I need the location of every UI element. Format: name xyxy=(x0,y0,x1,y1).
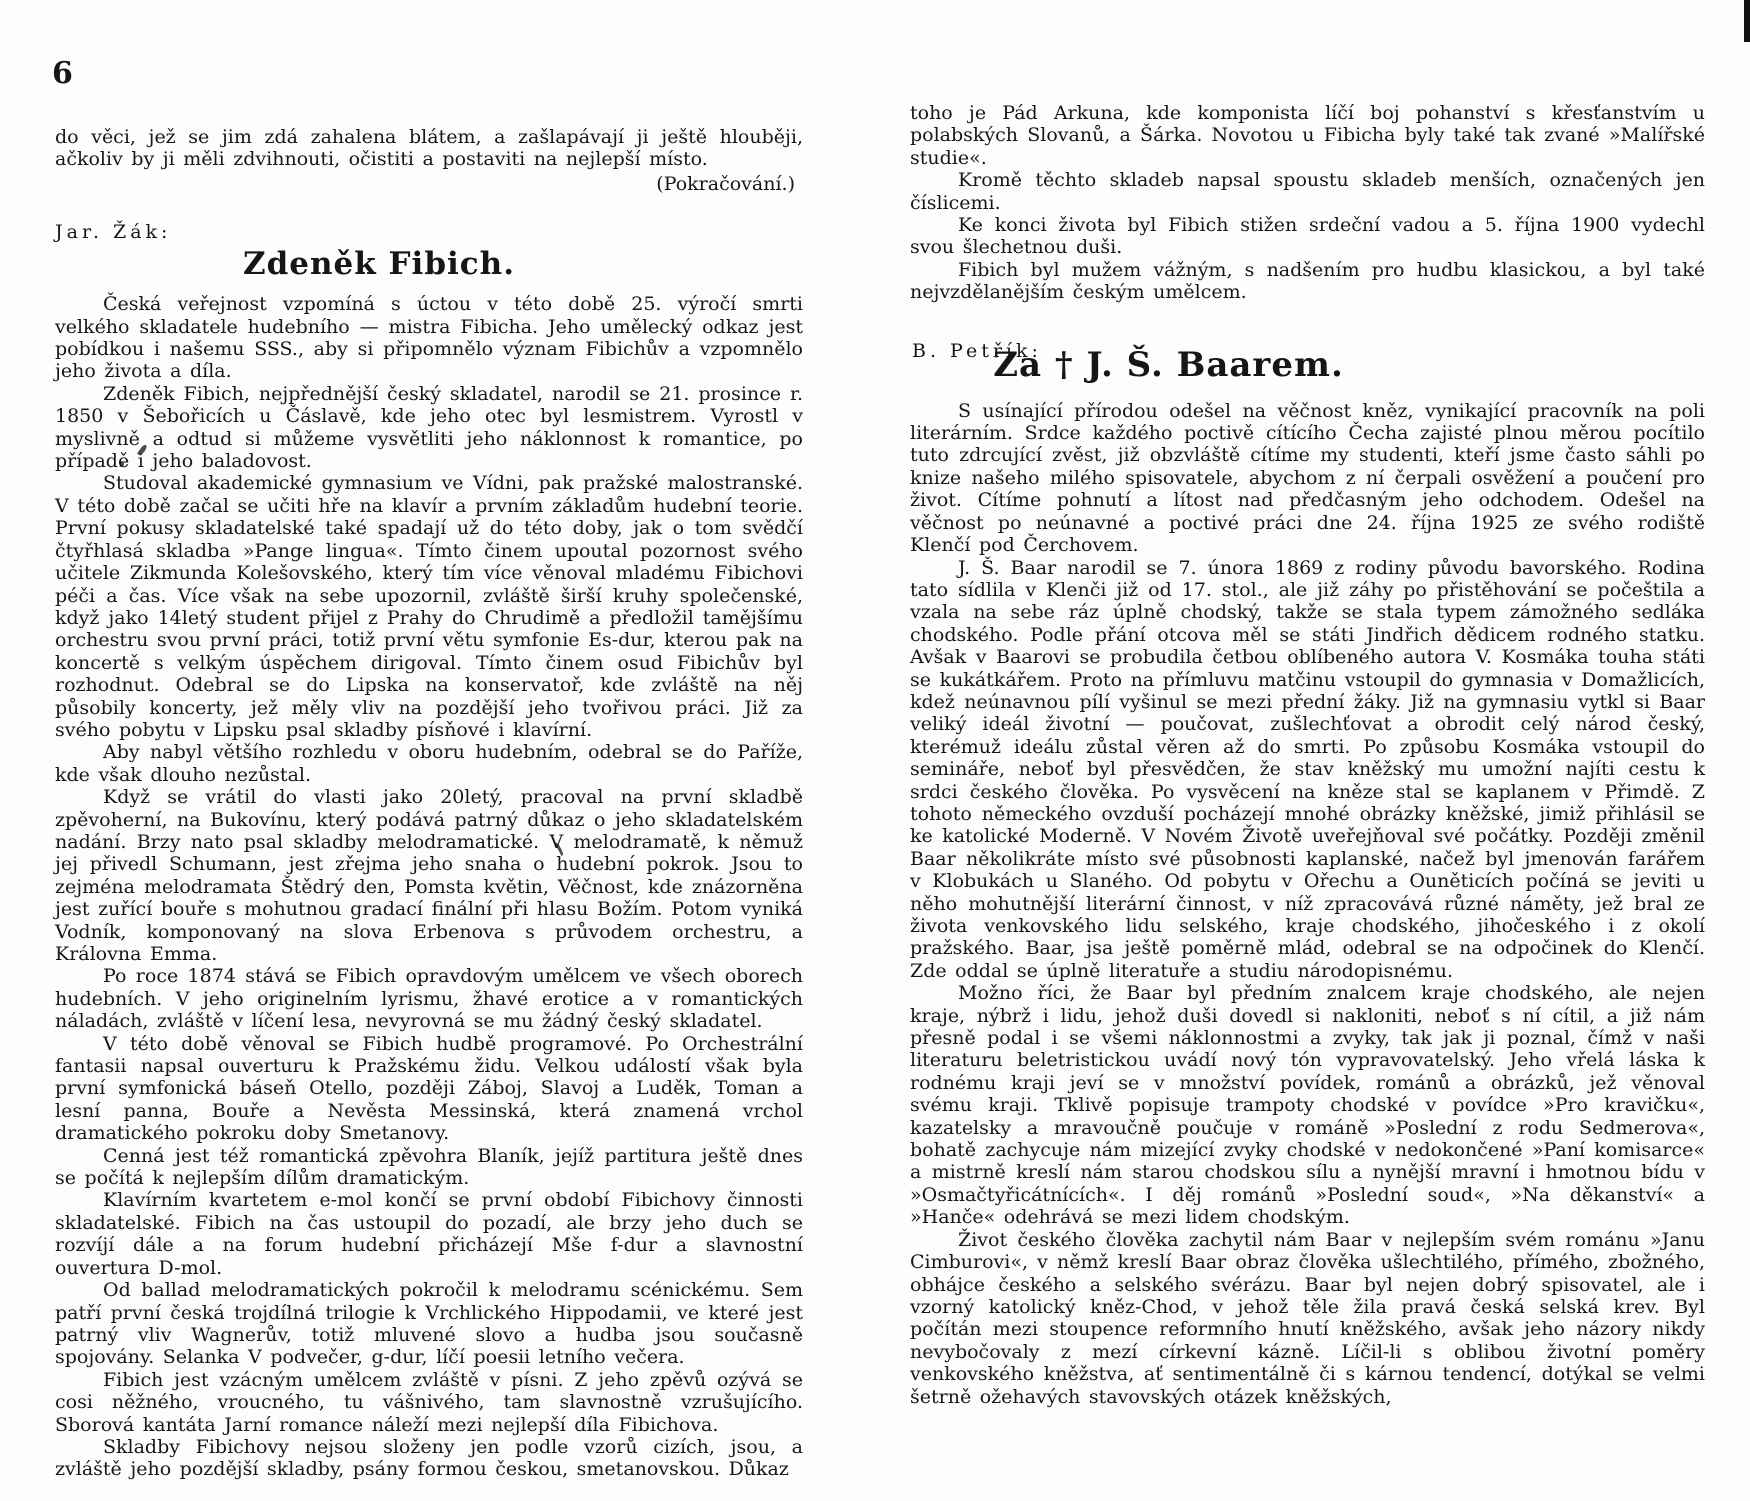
fibich-paragraph: Aby nabyl většího rozhledu v oboru hudebním, odebral se do Paříže, kde však dlouho nezůstal. xyxy=(55,741,803,786)
continuation-note: (Pokračování.) xyxy=(656,172,795,195)
right-column xyxy=(910,102,1705,1408)
baar-article-title: Za † J. Š. Baarem. xyxy=(993,344,1344,385)
fibich-continuation-paragraph: Kromě těchto skladeb napsal spoustu skladeb menších, označených jen číslicemi. xyxy=(910,169,1705,214)
fibich-continuation-paragraph: toho je Pád Arkuna, kde komponista líčí boj pohanství s křesťanstvím u polabských Slovanů, a Šárka. Novotou u Fibicha byly také tak zvané »Malířské studie«. xyxy=(910,102,1705,169)
fibich-paragraph: Klavírním kvartetem e-mol končí se první období Fibichovy činnosti skladatelské. Fibich na čas ustoupil do pozadí, ale brzy jeho duch se rozvíjí dále a na forum hudební přicházejí Mše f-dur a slavnostní ouvertura D-mol. xyxy=(55,1189,803,1279)
fibich-paragraph: Skladby Fibichovy nejsou složeny jen podle vzorů cizích, jsou, a zvláště jeho pozdější skladby, psány formou českou, smetanovskou. Důkaz xyxy=(55,1435,803,1481)
fibich-paragraph: Po roce 1874 stává se Fibich opravdovým umělcem ve všech oborech hudebních. V jeho originelním lyrismu, žhavé erotice a v romantických náladách, zvláště v líčení lesa, nevyrovná se mu žádný český skladatel. xyxy=(55,965,803,1033)
fibich-paragraph: Zdeněk Fibich, nejpřednější český skladatel, narodil se 21. prosince r. 1850 v Šebořicích u Čáslavě, kde jeho otec byl lesmistrem. Vyrostl v myslivně a odtud si můžeme vysvětliti jeho náklonnost k romantice, po případě i jeho baladovost. xyxy=(55,382,803,473)
baar-author-byline: B. Petřík: xyxy=(912,339,1042,362)
baar-paragraph: Život českého člověka zachytil nám Baar v nejlepším svém románu »Janu Cimburovi«, v němž kreslí Baar obraz člověka ušlechtilého, přímého, zbožného, obhájce českého a selského svérázu. Baar byl nejen dobrý spisovatel, ale i vzorný katolický kněz-Chod, v jehož těle žila pravá česká selská krev. Byl počítán mezi stoupence reformního hnutí kněžského, avšak jeho názory nikdy nevybočovaly z mezí církevní kázně. Líčil-li s oblibou životní poměry venkovského kněžstva, ať sentimentálně či s kárnou tendencí, dotýkal se velmi šetrně ožehavých stavovských otázek kněžských, xyxy=(910,1228,1705,1408)
fibich-article-title: Zdeněk Fibich. xyxy=(242,246,515,283)
fibich-paragraph: Studoval akademické gymnasium ve Vídni, pak pražské malostranské. V této době začal se učiti hře na klavír a prvním základům hudební teorie. První pokusy skladatelské také spadají už do této doby, jak o tom svědčí čtyřhlasá skladba »Pange lingua«. Tímto činem upoutal pozornost svého učitele Zikmunda Kolešovského, který tím více věnoval mladému Fibichovi péči a čas. Více však na sebe upozornil, zvláště širší kruhy společenské, když jako 14letý student přijel z Prahy do Chrudimě a předložil tamějšímu orchestru svou první práci, totiž první větu symfonie Es-dur, kterou pak na koncertě s velkým úspěchem dirigoval. Tímto činem osud Fibichův byl rozhodnut. Odebral se do Lipska na konservatoř, kde zvláště na něj působily koncerty, jež měly vliv na pozdější jeho tvořivou práci. Již za svého pobytu v Lipsku psal skladby písňové i klavírní. xyxy=(55,472,803,741)
fibich-paragraph: Cenná jest též romantická zpěvohra Blaník, jejíž partitura ještě dnes se počítá k nejlepším dílům dramatickým. xyxy=(55,1144,803,1190)
fibich-paragraph: Česká veřejnost vzpomíná s úctou v této době 25. výročí smrti velkého skladatele hudebního — mistra Fibicha. Jeho umělecký odkaz jest pobídkou i našemu SSS., aby si připomnělo význam Fibichův a vzpomnělo jeho života a díla. xyxy=(55,293,803,383)
scan-edge-artifact xyxy=(1744,0,1750,42)
fibich-continuation-paragraph: Ke konci života byl Fibich stižen srdeční vadou a 5. října 1900 vydechl svou šlechetnou duši. xyxy=(910,214,1705,259)
page-number: 6 xyxy=(52,56,73,91)
left-column xyxy=(55,126,803,1481)
fibich-paragraph: V této době věnoval se Fibich hudbě programové. Po Orchestrální fantasii napsal ouverturu k Pražskému židu. Velkou událostí však byla první symfonická báseň Otello, později Záboj, Slavoj a Luděk, Toman a lesní panna, Bouře a Nevěsta Messinská, která znamená vrchol dramatického pokroku doby Smetanovy. xyxy=(55,1032,803,1145)
baar-paragraph: J. Š. Baar narodil se 7. února 1869 z rodiny původu bavorského. Rodina tato sídlila v Klenči již od 17. stol., ale již záhy po přistěhování se počeštila a vzala na sebe ráz úplně chodský, takže se stala typem zámožného sedláka chodského. Podle přání otcova měl se státi Jindřich dědicem rodného statku. Avšak v Baarovi se probudila četbou oblíbeného autora V. Kosmáka touha státi se kukátkářem. Proto na přímluvu matčinu vstoupil do gymnasia v Domažlicích, kdež neúnavnou pílí vyšinul se mezi přední žáky. Již na gymnasiu vytkl si Baar veliký ideál životní — poučovat, zušlechťovat a obrodit celý národ český, kterémuž ideálu zůstal věren až do smrti. Po způsobu Kosmáka vstoupil do semináře, neboť byl přesvědčen, že stav kněžský mu umožní najíti cestu k srdci českého člověka. Po vysvěcení na kněze stal se kaplanem v Přimdě. Z tohoto německého ovzduší pocházejí mnohé obrázky kněžské, jimiž přihlásil se ke katolické Moderně. V Novém Životě uveřejňoval své počátky. Později změnil Baar několikráte místo své působnosti kaplanské, načež byl jmenován farářem v Klobukách u Slaného. Od pobytu v Ořechu a Ouněticích počíná se jeviti u něho mohutnější literární činnost, v níž zpracovává různé náměty, jež bral ze života venkovského lidu selského, kraje chodského, jihočeského i z okolí pražského. Baar, jsa ještě poměrně mlád, odebral se na odpočinek do Klenčí. Zde oddal se úplně literatuře a studiu národopisnému. xyxy=(910,556,1705,982)
baar-paragraph: Možno říci, že Baar byl předním znalcem kraje chodského, ale nejen kraje, nýbrž i lidu, jehož duši dovedl si nakloniti, neboť s ní cítil, a již nám přesně podal i se všemi náklonnostmi a zvyky, tak jak ji poznal, čímž v naši literaturu beletristickou uvádí nový tón vypravovatelský. Jeho vřelá láska k rodnému kraji jeví se v množství povídek, románů a obrázků, jež věnoval svému kraji. Tklivě popisuje trampoty chodské v povídce »Pro kravičku«, kazatelsky a mravoučně poučuje v románě »Poslední z rodu Sedmerova«, bohatě zachycuje nám mizející zvyky chodské v nedokončené »Paní komisarce« a mistrně kreslí nám starou chodskou sílu a nynější mravní i hmotnou bídu v »Osmačtyřicátnících«. I děj románů »Poslední soud«, »Na děkanství« a »Hanče« odehrává se mezi lidem chodským. xyxy=(910,982,1705,1229)
fibich-continuation-paragraph: Fibich byl mužem vážným, s nadšením pro hudbu klasickou, a byl také nejvzdělanějším českým umělcem. xyxy=(910,258,1705,304)
fibich-article-header xyxy=(55,221,803,281)
baar-paragraph: S usínající přírodou odešel na věčnost kněz, vynikající pracovník na poli literárním. Srdce každého poctivě cítícího Čecha zajisté plnou měrou pocítilo tuto zdrcující zvěst, již obzvláště cítíme my studenti, kteří jsme často sáhli po knize našeho milého spisovatele, abychom z ní čerpali osvěžení a poučení pro život. Cítíme pohnutí a lítost nad předčasným jeho odchodem. Odešel na věčnost po neúnavné a poctivé práci dne 24. října 1925 ze svého rodiště Klenčí pod Čerchovem. xyxy=(910,399,1705,557)
fibich-paragraph: Od ballad melodramatických pokročil k melodramu scénickému. Sem patří první česká trojdílná trilogie k Vrchlického Hippodamii, ve které jest patrný vliv Wagnerův, totiž mluvené slovo a hudba jsou současně spojovány. Selanka V podvečer, g-dur, líčí poesii letního večera. xyxy=(55,1279,803,1369)
fibich-paragraph: Fibich jest vzácným umělcem zvláště v písni. Z jeho zpěvů ozývá se cosi něžného, vroucného, tu vášnivého, tam slavnostně vzrušujícího. Sborová kantáta Jarní romance náleží mezi nejlepší díla Fibichova. xyxy=(55,1368,803,1436)
fibich-author-byline: Jar. Žák: xyxy=(55,221,172,244)
baar-article-header xyxy=(910,332,1705,390)
continuation-paragraph: do věci, jež se jim zdá zahalena blátem, a zašlapávají ji ještě hlouběji, ačkoliv by ji měli zdvihnouti, očistiti a postaviti na nejlepší místo. xyxy=(55,126,803,171)
fibich-paragraph: Když se vrátil do vlasti jako 20letý, pracoval na první skladbě zpěvoherní, na Bukovínu, který podává patrný důkaz o jeho skladatelském nadání. Brzy nato psal skladby melodramatické. V melodramatě, k němuž jej přivedl Schumann, jest zřejma jeho snaha o hudební pokrok. Jsou to zejména melodramata Štědrý den, Pomsta květin, Věčnost, kde znázorněna jest zuřící bouře s mohutnou gradací finální při hlasu Božím. Potom vyniká Vodník, komponovaný na slova Erbenova s průvodem orchestru, a Královna Emma. xyxy=(55,786,803,965)
